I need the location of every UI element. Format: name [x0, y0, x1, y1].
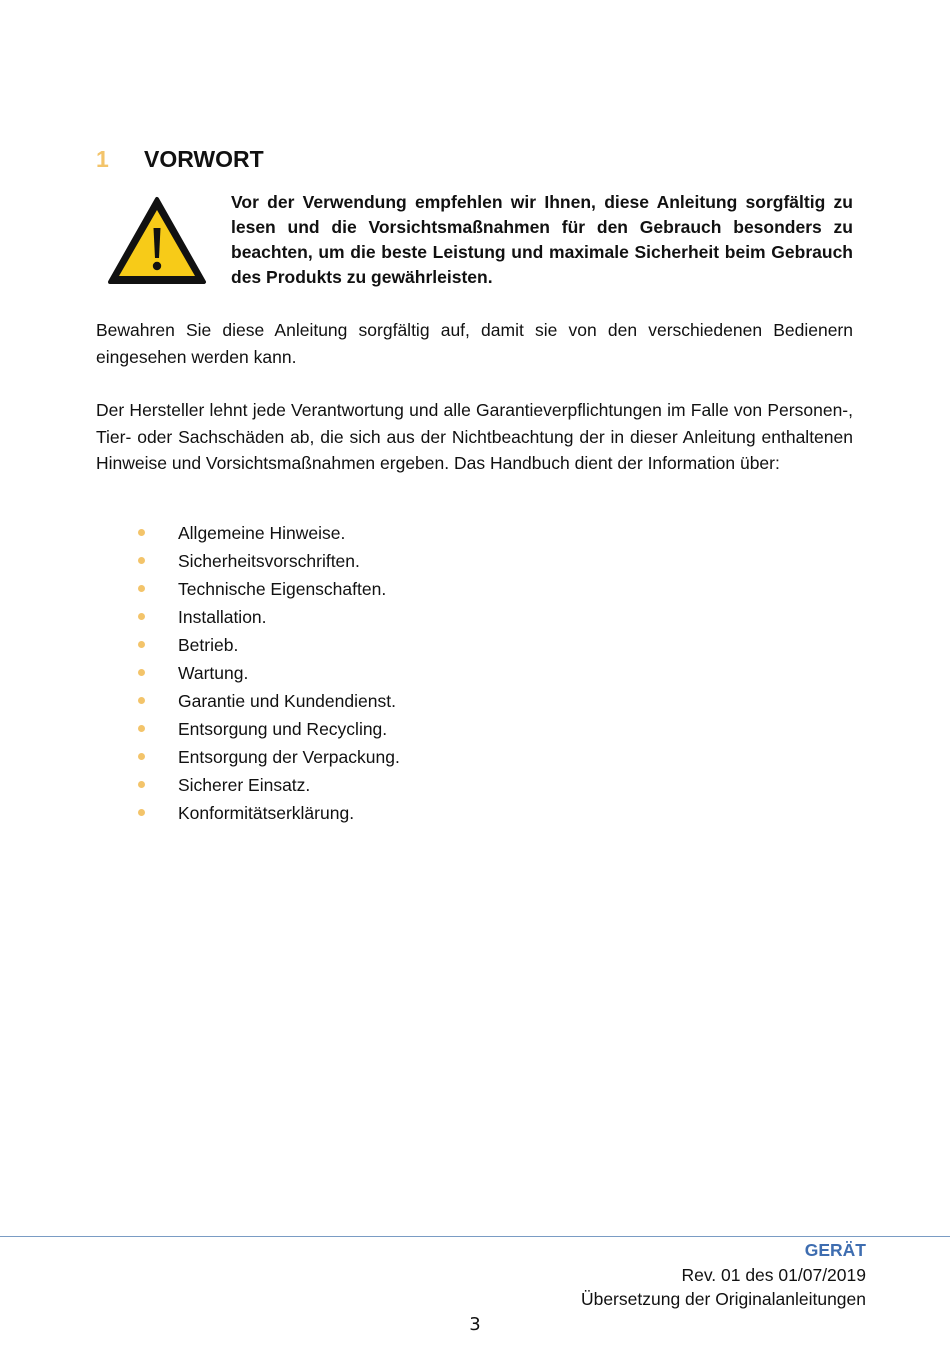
- footer-translation-note: Übersetzung der Originalanleitungen: [580, 1289, 866, 1310]
- bullet-icon: [138, 585, 145, 592]
- bullet-icon: [138, 613, 145, 620]
- list-item: Sicherheitsvorschriften.: [96, 547, 853, 575]
- bullet-icon: [138, 557, 145, 564]
- list-item: Sicherer Einsatz.: [96, 771, 853, 799]
- section-heading: [96, 143, 264, 175]
- liability-paragraph: Der Hersteller lehnt jede Verantwortung und alle Garantieverpflichtungen im Falle von Personen-, Tier- oder Sachschäden ab, die sich aus der Nichtbeachtung der in dieser Anleitung enthaltenen Hinweise und Vorsichtsmaßnahmen ergeben. Das Handbuch dient der Information über:: [96, 400, 853, 474]
- list-item: Entsorgung und Recycling.: [96, 715, 853, 743]
- bullet-icon: [138, 529, 145, 536]
- warning-triangle-icon: [107, 196, 207, 286]
- list-item: Wartung.: [96, 659, 853, 687]
- storage-paragraph: Bewahren Sie diese Anleitung sorgfältig auf, damit sie von den verschiedenen Bedienern eingesehen werden kann.: [96, 320, 853, 367]
- bullet-icon: [138, 809, 145, 816]
- bullet-icon: [138, 697, 145, 704]
- list-item: Entsorgung der Verpackung.: [96, 743, 853, 771]
- footer-revision: Rev. 01 des 01/07/2019: [681, 1264, 866, 1285]
- section-number: 1: [96, 145, 109, 172]
- bullet-icon: [138, 641, 145, 648]
- warning-notice: Vor der Verwendung empfehlen wir Ihnen, diese Anleitung sorgfältig zu lesen und die Vorsichtsmaßnahmen für den Gebrauch besonders zu beachten, um die beste Leistung und maximale Sicherheit beim Gebrauch des Produkts zu gewährleisten.: [231, 192, 853, 287]
- topic-list: [96, 519, 853, 827]
- list-item: Installation.: [96, 603, 853, 631]
- footer: [581, 1238, 866, 1312]
- bullet-icon: [138, 753, 145, 760]
- list-item: Betrieb.: [96, 631, 853, 659]
- bullet-icon: [138, 725, 145, 732]
- bullet-icon: [138, 669, 145, 676]
- section-title: VORWORT: [144, 145, 264, 172]
- page-number: 3: [469, 1314, 481, 1335]
- footer-device-title: GERÄT: [804, 1240, 866, 1260]
- list-item: Technische Eigenschaften.: [96, 575, 853, 603]
- list-item: Konformitätserklärung.: [96, 799, 853, 827]
- bullet-icon: [138, 781, 145, 788]
- list-item: Allgemeine Hinweise.: [96, 519, 853, 547]
- list-item: Garantie und Kundendienst.: [96, 687, 853, 715]
- footer-divider: [0, 1236, 950, 1237]
